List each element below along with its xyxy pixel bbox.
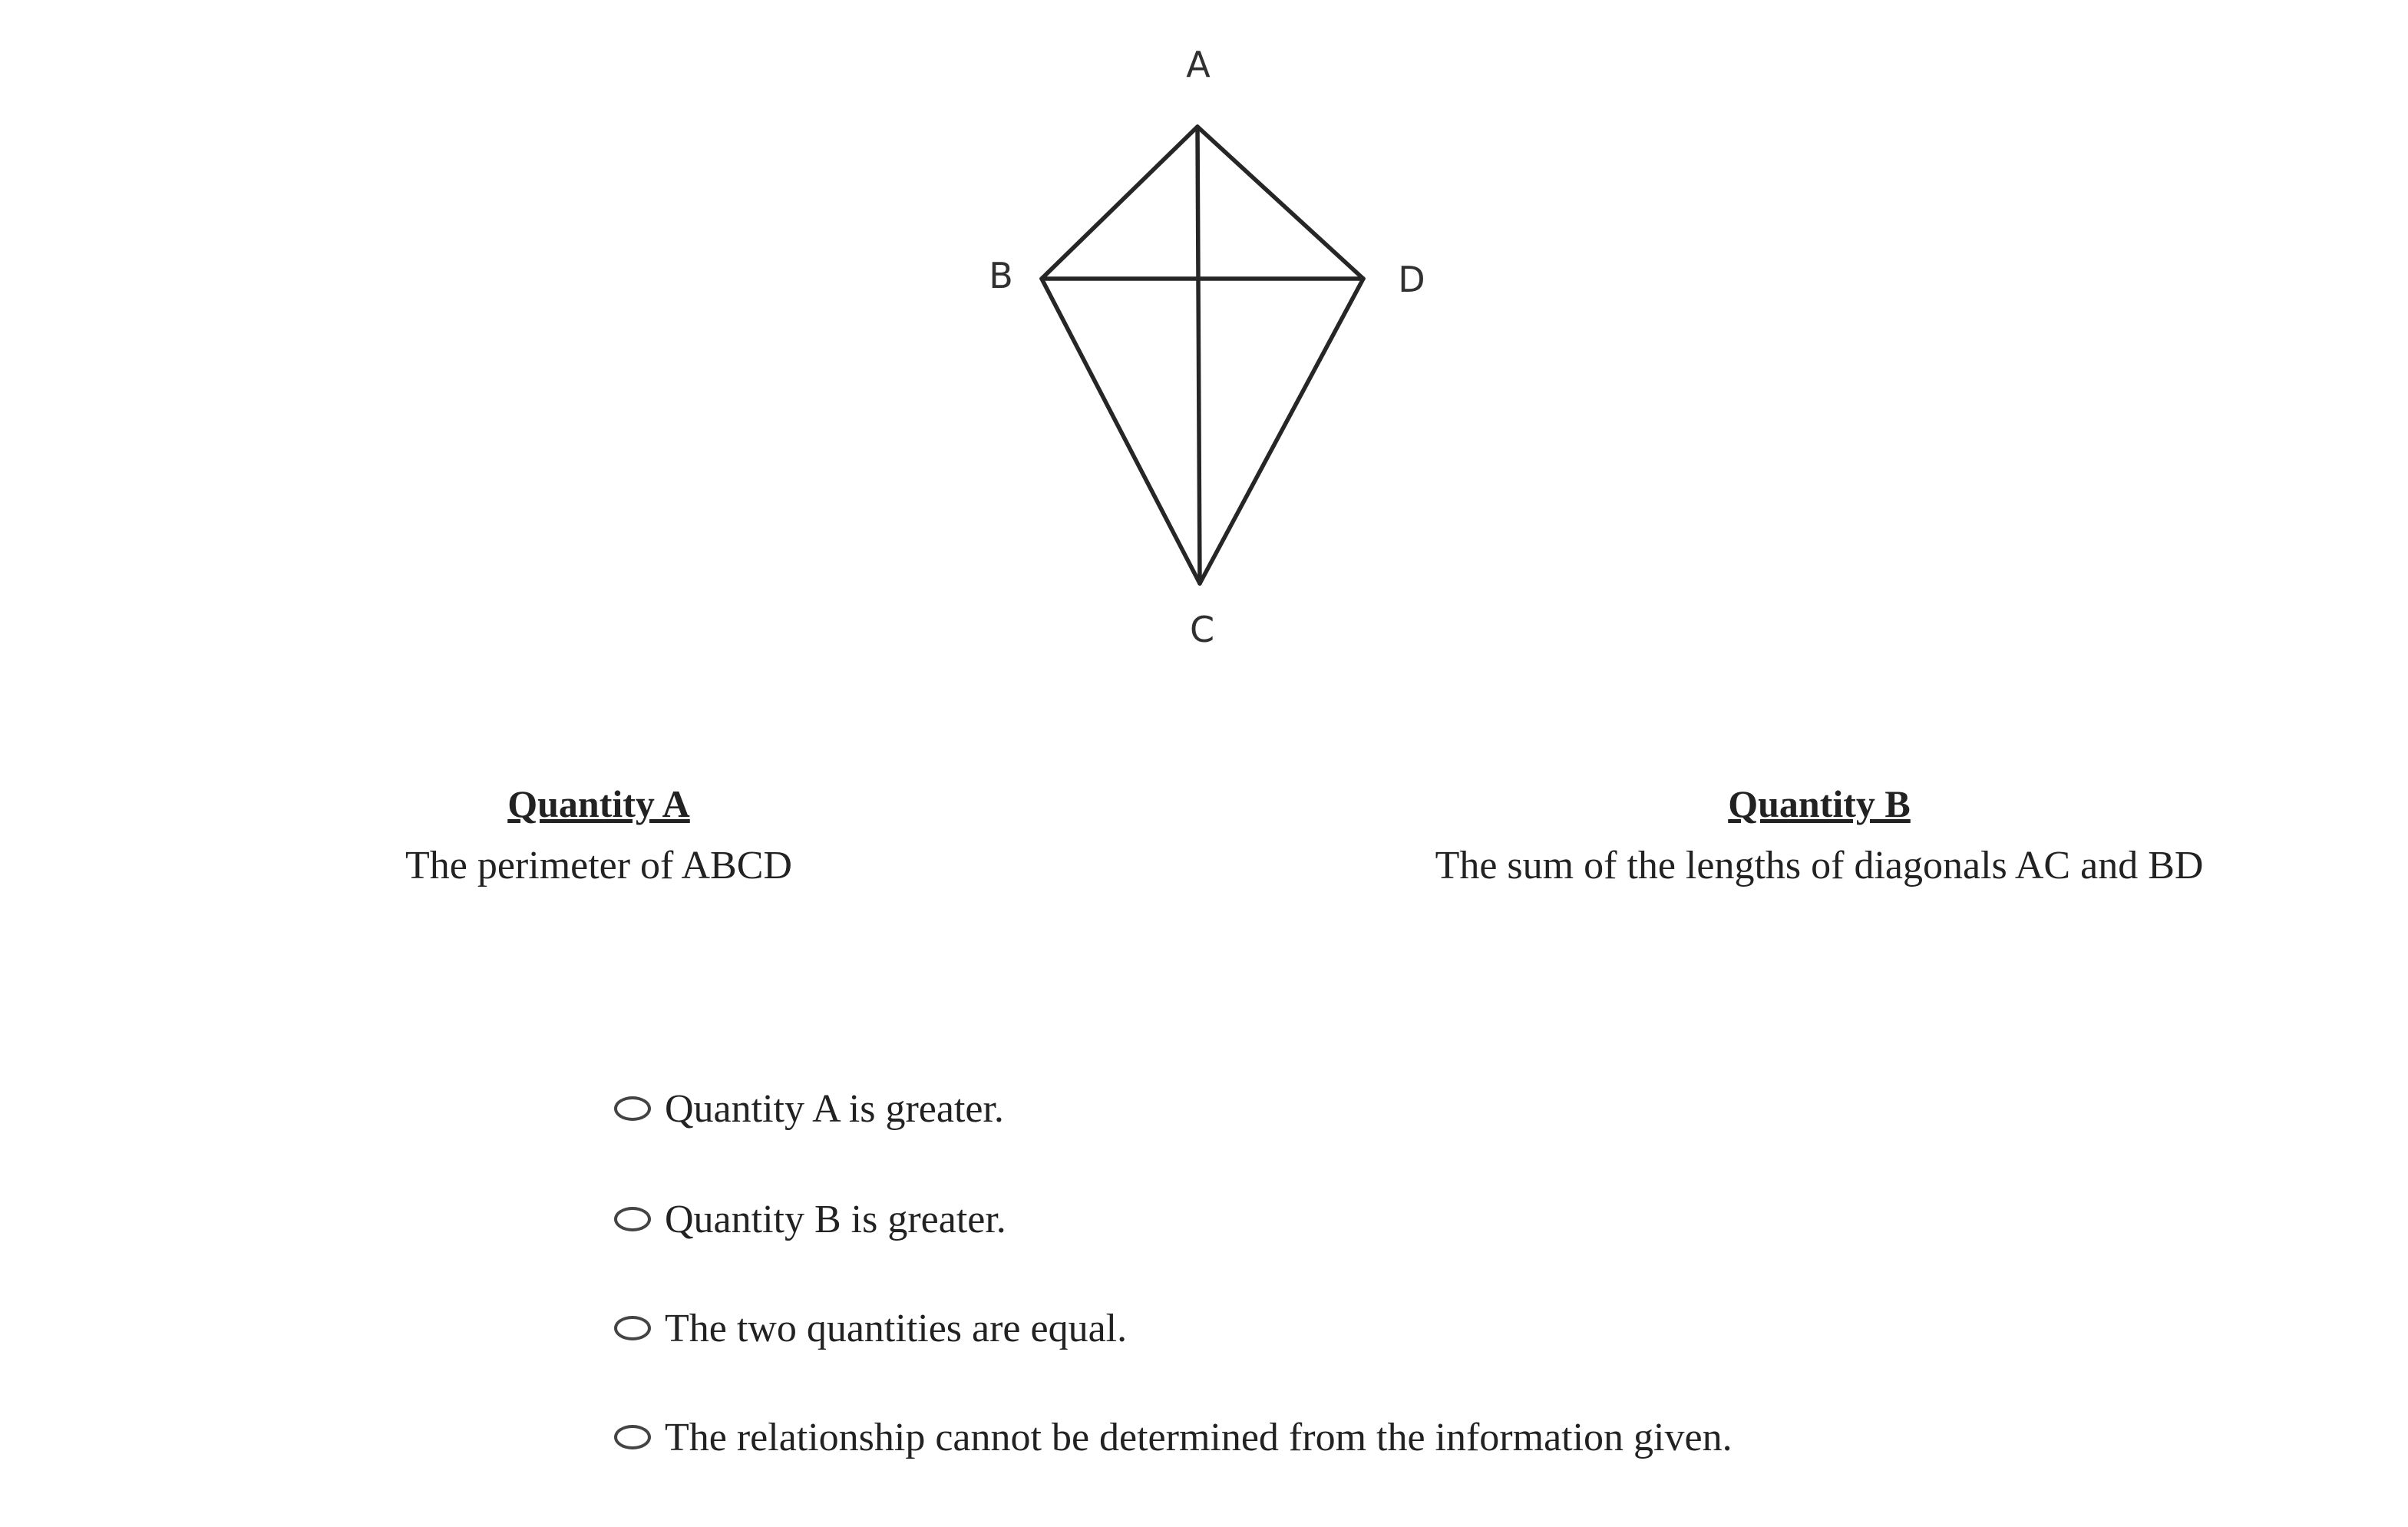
- side-bc: [1042, 279, 1200, 583]
- option-label: Quantity A is greater.: [665, 1086, 1004, 1131]
- side-ab: [1042, 127, 1197, 279]
- option-cannot-be-determined[interactable]: [614, 1406, 1733, 1468]
- quantity-b-column: [1313, 775, 2326, 900]
- radio-button-icon[interactable]: [614, 1207, 651, 1231]
- quantity-a-text: The perimeter of ABCD: [405, 844, 792, 887]
- radio-button-icon[interactable]: [614, 1425, 651, 1449]
- vertex-label-c: C: [1189, 609, 1215, 650]
- option-quantity-a-greater[interactable]: [614, 1078, 1004, 1139]
- quantity-b-heading: Quantity B: [1728, 782, 1911, 825]
- vertex-label-d: D: [1398, 259, 1425, 300]
- side-dc: [1200, 279, 1363, 583]
- quantity-a-column: [292, 775, 906, 900]
- option-label: Quantity B is greater.: [665, 1197, 1006, 1241]
- vertex-label-b: B: [989, 255, 1013, 296]
- option-quantities-equal[interactable]: [614, 1297, 1127, 1359]
- option-quantity-b-greater[interactable]: [614, 1188, 1006, 1250]
- quantity-b-text: The sum of the lengths of diagonals AC and BD: [1435, 844, 2204, 887]
- side-ad: [1197, 127, 1363, 279]
- radio-button-icon[interactable]: [614, 1096, 651, 1121]
- radio-button-icon[interactable]: [614, 1316, 651, 1340]
- option-label: The relationship cannot be determined from the information given.: [665, 1415, 1733, 1459]
- quantity-a-heading: Quantity A: [507, 782, 690, 825]
- option-label: The two quantities are equal.: [665, 1306, 1128, 1350]
- vertex-label-a: A: [1186, 44, 1211, 85]
- diagonal-ac: [1197, 127, 1200, 583]
